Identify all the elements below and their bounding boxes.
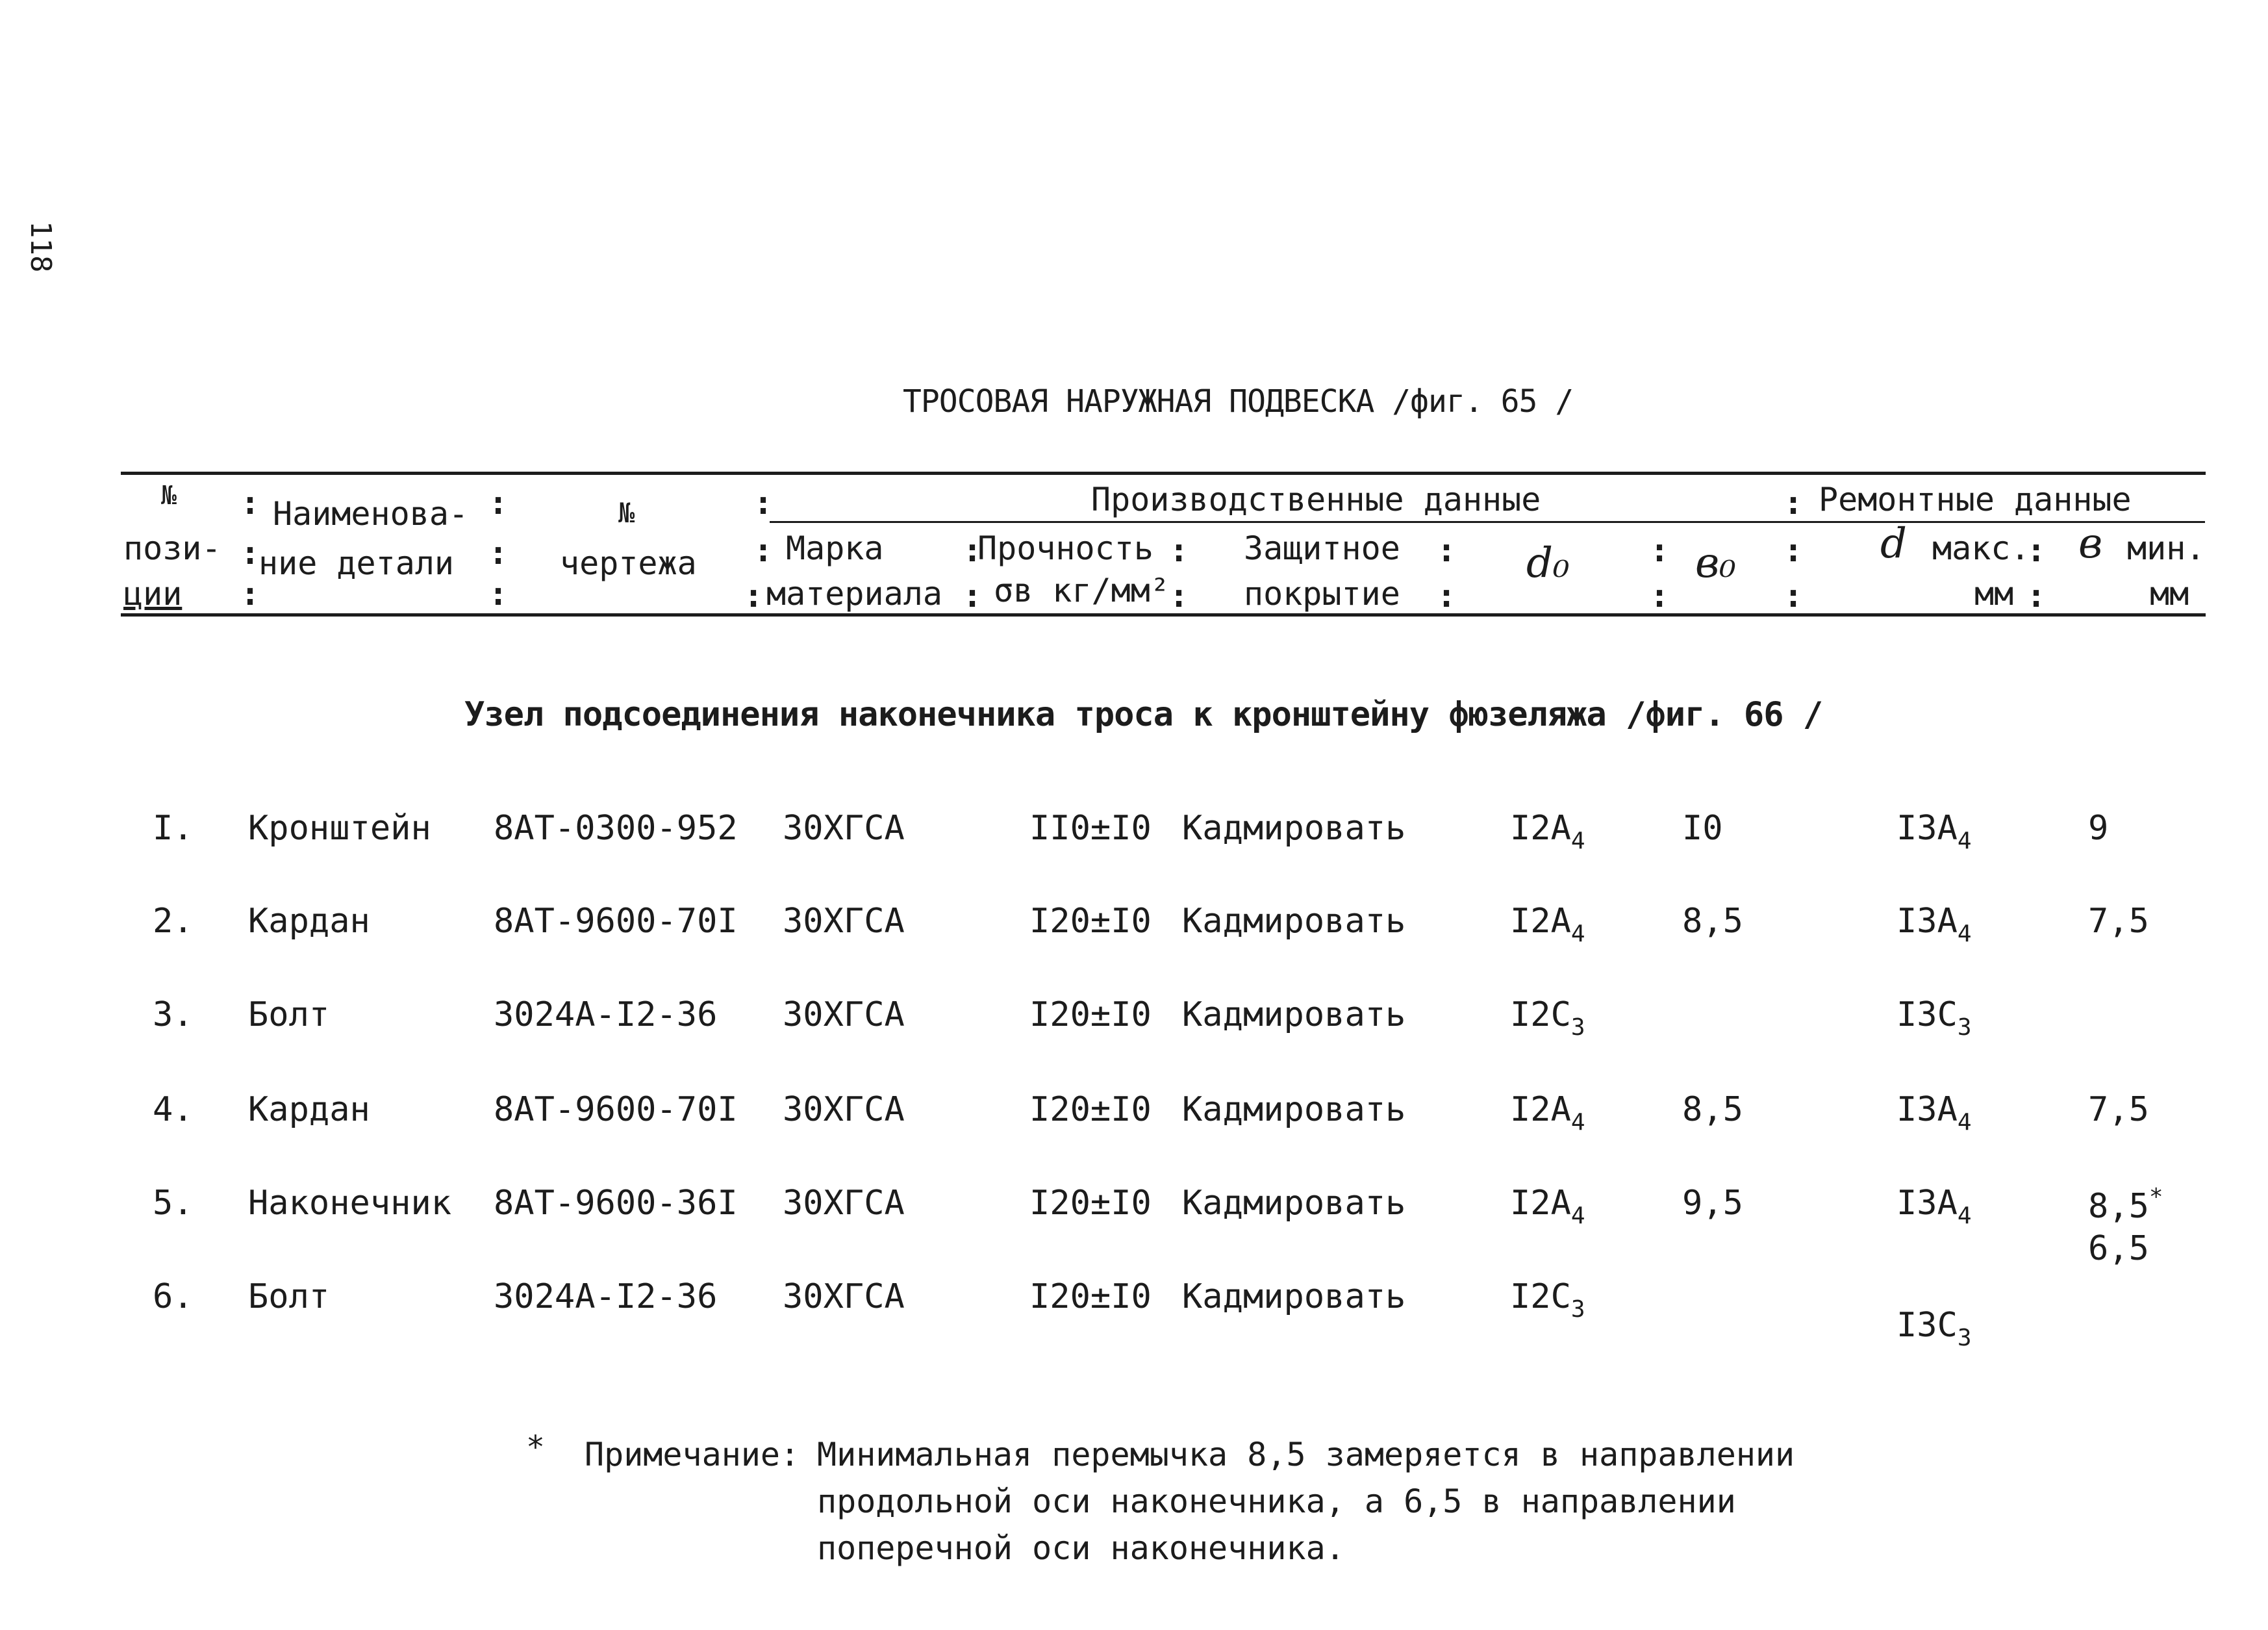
row-d0-subscript: 4 <box>1570 1203 1585 1229</box>
row-d0 <box>1510 1090 1585 1136</box>
colon: : <box>1783 577 1804 615</box>
header-pos-line3: ции <box>123 575 183 613</box>
row-drawing: 8АТ-9600-70I <box>494 1090 738 1129</box>
header-bmin-label: мин. <box>2127 529 2206 567</box>
row-dmax <box>1896 1090 1972 1136</box>
colon: : <box>1783 484 1804 522</box>
note-line-1: Минимальная перемычка 8,5 замеряется в направлении <box>817 1436 1795 1473</box>
row-d0-subscript: 4 <box>1570 828 1585 854</box>
row-d0-subscript: 3 <box>1570 1014 1585 1041</box>
row-name: Кардан <box>248 1090 370 1129</box>
row-pos: 6. <box>153 1277 194 1316</box>
header-name-line2: ние детали <box>258 544 455 582</box>
colon: : <box>1437 531 1457 569</box>
row-d0 <box>1510 902 1585 947</box>
row-dmax-value: I3A <box>1896 902 1958 941</box>
row-dmax-subscript: 4 <box>1957 1203 1972 1229</box>
row-coating: Кадмировать <box>1182 1090 1406 1129</box>
page-title: ТРОСОВАЯ НАРУЖНАЯ ПОДВЕСКА /фиг. 65 / <box>903 383 1574 420</box>
header-name-line1: Наименова- <box>273 495 469 533</box>
row-dmax-subscript: 4 <box>1957 921 1972 947</box>
colon: : <box>240 534 260 572</box>
colon: : <box>744 577 764 615</box>
header-dmax-label: макс. <box>1932 529 2030 567</box>
row-dmax-value: I3A <box>1896 1090 1958 1129</box>
row-material: 30ХГСА <box>783 995 905 1034</box>
colon: : <box>963 577 983 615</box>
row-dmax <box>1896 809 1972 854</box>
row-strength: I20±I0 <box>1029 1090 1152 1129</box>
row-d0-value: I2C <box>1510 1277 1571 1316</box>
row-drawing: 8АТ-9600-36I <box>494 1184 738 1223</box>
row-dmax-value: I3C <box>1896 995 1958 1034</box>
note-line-2: продольной оси наконечника, а 6,5 в направлении <box>817 1483 1736 1520</box>
row-material: 30ХГСА <box>783 1184 905 1223</box>
header-b0: в₀ <box>1695 539 1736 587</box>
row-drawing: 3024А-I2-36 <box>494 995 718 1034</box>
row-name: Болт <box>248 995 330 1034</box>
row-strength: I20±I0 <box>1029 1184 1152 1223</box>
header-pos-line1: № <box>161 481 177 511</box>
colon: : <box>240 575 260 613</box>
row-drawing: 8АТ-0300-952 <box>494 809 738 848</box>
header-d0: d₀ <box>1526 539 1570 587</box>
row-bmin <box>2088 1184 2163 1226</box>
row-bmin: 7,5 <box>2088 902 2149 941</box>
row-coating: Кадмировать <box>1182 902 1406 941</box>
row-dmax <box>1896 995 1972 1041</box>
header-repair: Ремонтные данные <box>1819 481 2132 518</box>
row-strength: I20±I0 <box>1029 902 1152 941</box>
colon: : <box>488 484 509 522</box>
row-name: Кардан <box>248 902 370 941</box>
header-top-rule <box>121 472 2206 475</box>
colon: : <box>753 484 774 522</box>
row-name: Болт <box>248 1277 330 1316</box>
row-bmin: 9 <box>2088 809 2109 848</box>
row-name: Кронштейн <box>248 809 431 848</box>
colon: : <box>1650 577 1670 615</box>
colon: : <box>2026 577 2047 615</box>
production-rule <box>770 521 2205 523</box>
row-drawing: 3024А-I2-36 <box>494 1277 718 1316</box>
colon: : <box>963 531 983 569</box>
colon: : <box>488 575 509 613</box>
row-strength: II0±I0 <box>1029 809 1152 848</box>
row-bmin-secondary: 6,5 <box>2088 1229 2149 1268</box>
row-d0-value: I2C <box>1510 995 1571 1034</box>
row-dmax <box>1896 1184 1972 1229</box>
note-line-3: поперечной оси наконечника. <box>817 1529 1345 1567</box>
header-drawing-line2: чертежа <box>560 544 697 582</box>
header-pos-line2: пози- <box>123 529 221 567</box>
footnote-mark: * <box>2148 1184 2163 1210</box>
header-dmax-unit: мм <box>1974 575 2014 613</box>
header-coating-line1: Защитное <box>1244 529 1400 567</box>
colon: : <box>1169 577 1189 615</box>
colon: : <box>1437 577 1457 615</box>
row-bmin-value: 8,5 <box>2088 1187 2149 1226</box>
row-d0 <box>1510 995 1585 1041</box>
row-d0 <box>1510 809 1585 854</box>
row-material: 30ХГСА <box>783 902 905 941</box>
colon: : <box>2026 531 2047 569</box>
row-coating: Кадмировать <box>1182 995 1406 1034</box>
row-d0-value: I2A <box>1510 1090 1571 1129</box>
row-pos: 4. <box>153 1090 194 1129</box>
row-dmax <box>1896 902 1972 947</box>
header-material-line1: Марка <box>786 529 884 567</box>
row-dmax-subscript: 3 <box>1957 1325 1972 1351</box>
row-b0: 8,5 <box>1682 902 1743 941</box>
note-mark: * <box>526 1429 545 1466</box>
row-d0-subscript: 3 <box>1570 1296 1585 1323</box>
row-d0-value: I2A <box>1510 902 1571 941</box>
note-label: Примечание: <box>585 1436 800 1473</box>
row-coating: Кадмировать <box>1182 1184 1406 1223</box>
row-d0 <box>1510 1184 1585 1229</box>
row-name: Наконечник <box>248 1184 452 1223</box>
row-material: 30ХГСА <box>783 809 905 848</box>
row-d0-value: I2A <box>1510 1184 1571 1223</box>
row-pos: 3. <box>153 995 194 1034</box>
row-pos: 2. <box>153 902 194 941</box>
page-number: 118 <box>24 221 57 273</box>
header-production: Производственные данные <box>1091 481 1541 518</box>
row-pos: I. <box>153 809 194 848</box>
row-coating: Кадмировать <box>1182 809 1406 848</box>
row-dmax-subscript: 4 <box>1957 1109 1972 1136</box>
row-d0 <box>1510 1277 1585 1323</box>
header-bmin-symbol: в <box>2078 520 2103 568</box>
row-strength: I20±I0 <box>1029 995 1152 1034</box>
colon: : <box>1169 531 1189 569</box>
header-bottom-rule <box>121 613 2206 617</box>
row-pos: 5. <box>153 1184 194 1223</box>
row-dmax <box>1896 1306 1972 1351</box>
colon: : <box>488 534 509 572</box>
header-bmin-unit: мм <box>2150 575 2189 613</box>
row-dmax-subscript: 3 <box>1957 1014 1972 1041</box>
header-material-line2: материала <box>766 575 942 613</box>
group-title: Узел подсоединения наконечника троса к кронштейну фюзеляжа /фиг. 66 / <box>464 695 1823 734</box>
row-strength: I20±I0 <box>1029 1277 1152 1316</box>
row-dmax-subscript: 4 <box>1957 828 1972 854</box>
row-b0: I0 <box>1682 809 1723 848</box>
colon: : <box>753 531 774 569</box>
row-b0: 8,5 <box>1682 1090 1743 1129</box>
row-material: 30ХГСА <box>783 1090 905 1129</box>
header-dmax-symbol: d <box>1880 520 1907 568</box>
row-bmin: 7,5 <box>2088 1090 2149 1129</box>
header-coating-line2: покрытие <box>1244 575 1400 613</box>
colon: : <box>1650 531 1670 569</box>
row-coating: Кадмировать <box>1182 1277 1406 1316</box>
row-drawing: 8АТ-9600-70I <box>494 902 738 941</box>
row-dmax-value: I3A <box>1896 1184 1958 1223</box>
row-dmax-value: I3C <box>1896 1306 1958 1345</box>
row-d0-subscript: 4 <box>1570 1109 1585 1136</box>
row-d0-value: I2A <box>1510 809 1571 848</box>
row-b0: 9,5 <box>1682 1184 1743 1223</box>
row-d0-subscript: 4 <box>1570 921 1585 947</box>
header-strength-line1: Прочность <box>977 529 1153 567</box>
row-dmax-value: I3A <box>1896 809 1958 848</box>
header-strength-line2: σв кг/мм² <box>994 572 1170 609</box>
row-material: 30ХГСА <box>783 1277 905 1316</box>
colon: : <box>240 484 260 522</box>
colon: : <box>1783 531 1804 569</box>
header-drawing-line1: № <box>618 497 635 529</box>
